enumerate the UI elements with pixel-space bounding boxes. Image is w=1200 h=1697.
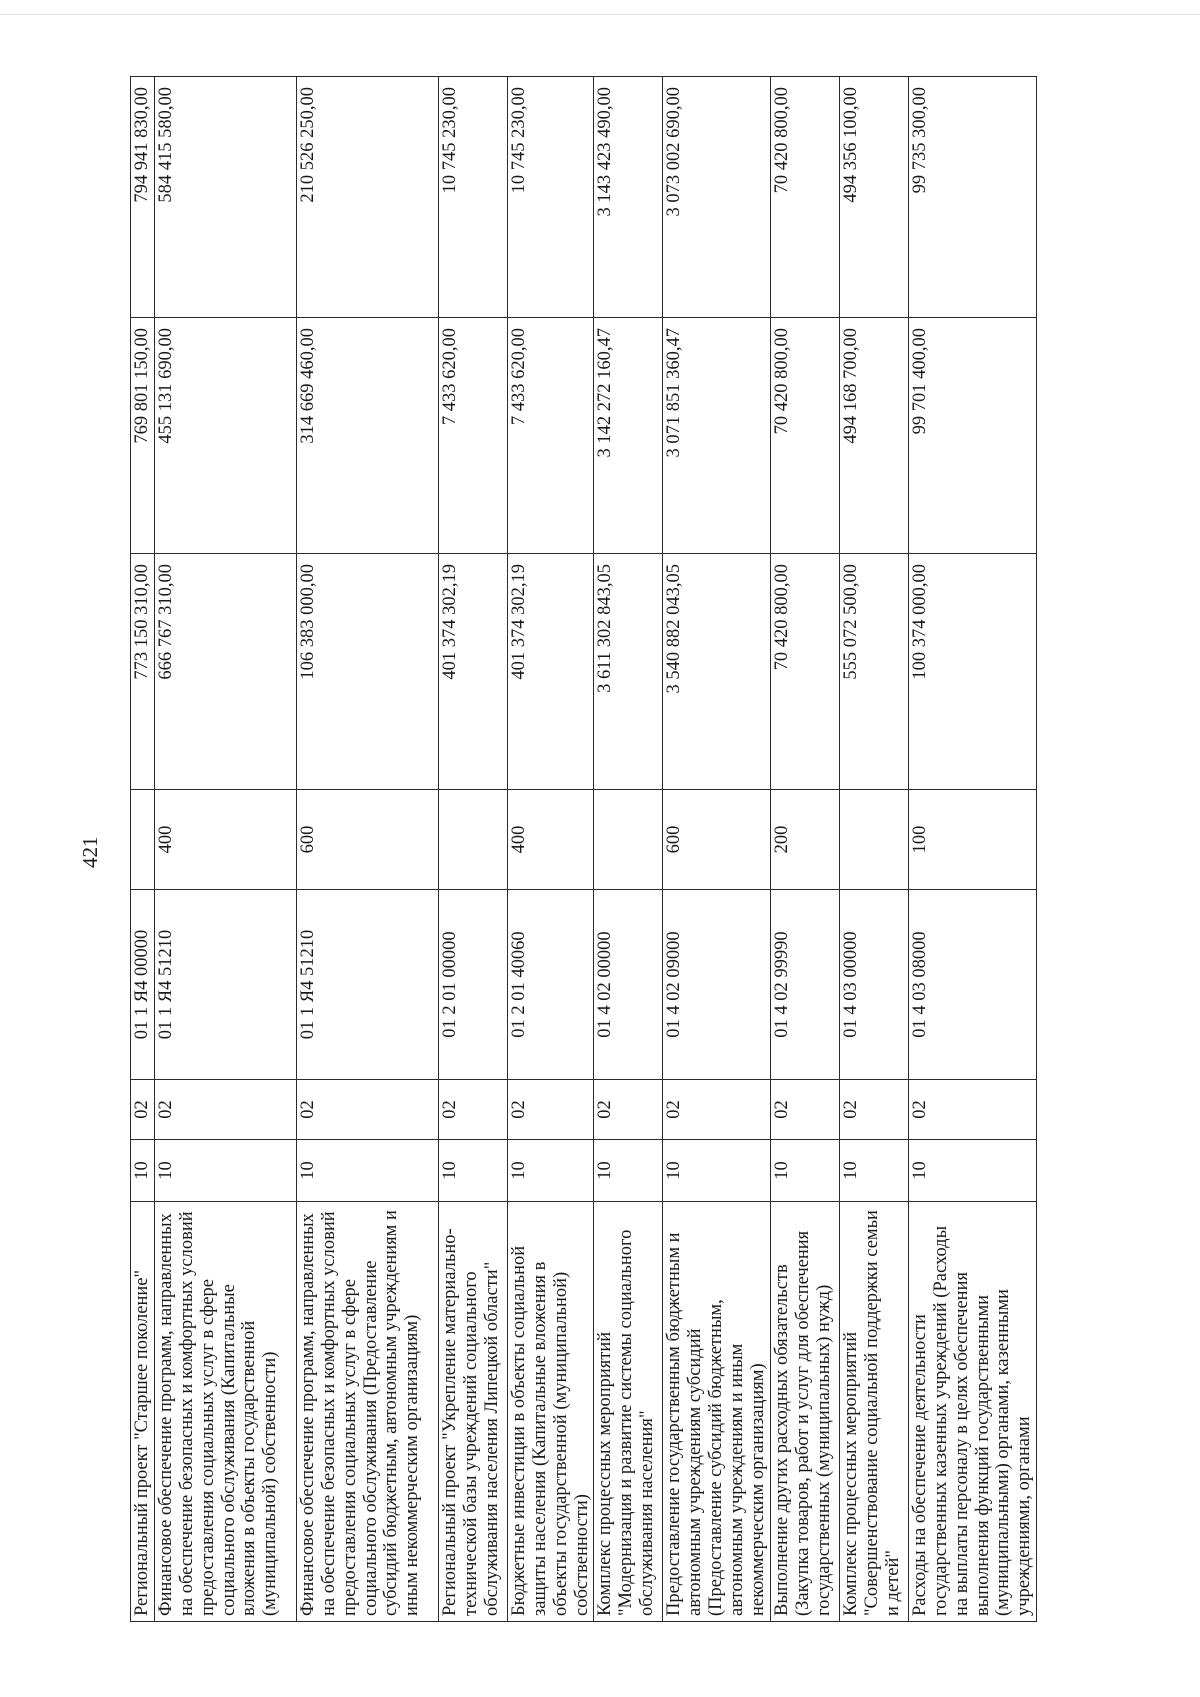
amount-year3-cell: 584 415 580,00 xyxy=(154,77,296,318)
expense-type-cell: 200 xyxy=(770,790,839,890)
amount-year3-cell: 99 735 300,00 xyxy=(908,77,1036,318)
amount-year3-cell: 10 745 230,00 xyxy=(438,77,507,318)
amount-year2-cell: 314 669 460,00 xyxy=(296,318,438,554)
amount-year3-cell: 10 745 230,00 xyxy=(507,77,594,318)
expense-type-cell xyxy=(131,790,155,890)
expense-type-cell: 600 xyxy=(663,790,770,890)
subsection-code-cell: 02 xyxy=(908,1080,1036,1140)
amount-year2-cell: 7 433 620,00 xyxy=(438,318,507,554)
amount-year3-cell: 210 526 250,00 xyxy=(296,77,438,318)
amount-year1-cell: 773 150 310,00 xyxy=(131,554,155,790)
amount-year1-cell: 555 072 500,00 xyxy=(839,554,908,790)
amount-year2-cell: 99 701 400,00 xyxy=(908,318,1036,554)
subsection-code-cell: 02 xyxy=(296,1080,438,1140)
amount-year2-cell: 494 168 700,00 xyxy=(839,318,908,554)
amount-year1-cell: 70 420 800,00 xyxy=(770,554,839,790)
target-article-cell: 01 4 02 09000 xyxy=(663,890,770,1080)
amount-year2-cell: 3 071 851 360,47 xyxy=(663,318,770,554)
subsection-code-cell: 02 xyxy=(154,1080,296,1140)
table-row xyxy=(131,77,155,1622)
amount-year1-cell: 3 540 882 043,05 xyxy=(663,554,770,790)
page-number: 421 xyxy=(78,836,102,868)
table-row xyxy=(839,77,908,1622)
table-row xyxy=(663,77,770,1622)
amount-year3-cell: 70 420 800,00 xyxy=(770,77,839,318)
section-code-cell: 10 xyxy=(908,1140,1036,1202)
expense-type-cell: 400 xyxy=(507,790,594,890)
amount-year1-cell: 3 611 302 843,05 xyxy=(594,554,663,790)
table-row xyxy=(296,77,438,1622)
amount-year1-cell: 100 374 000,00 xyxy=(908,554,1036,790)
section-code-cell: 10 xyxy=(507,1140,594,1202)
target-article-cell: 01 1 Я4 51210 xyxy=(296,890,438,1080)
target-article-cell: 01 2 01 00000 xyxy=(438,890,507,1080)
item-name-cell: Предоставление государственным бюджетным и автономным учреждениям субсидий (Предоставление субсидий бюджетным, автономным учреждениям и иным некоммерческим организациям) xyxy=(663,1202,770,1622)
table-row xyxy=(770,77,839,1622)
section-code-cell: 10 xyxy=(296,1140,438,1202)
table-row xyxy=(154,77,296,1622)
amount-year2-cell: 3 142 272 160,47 xyxy=(594,318,663,554)
target-article-cell: 01 4 03 08000 xyxy=(908,890,1036,1080)
scan-edge-line xyxy=(0,14,1200,15)
item-name-cell: Финансовое обеспечение программ, направленных на обеспечение безопасных и комфортных условий предоставления социальных услуг в сфере социального обслуживания (Предоставление субсидий бюджетным, автономным учреждениям и иным некоммерческим организациям) xyxy=(296,1202,438,1622)
amount-year1-cell: 401 374 302,19 xyxy=(438,554,507,790)
item-name-cell: Региональный проект "Старшее поколение" xyxy=(131,1202,155,1622)
section-code-cell: 10 xyxy=(839,1140,908,1202)
expense-type-cell xyxy=(438,790,507,890)
item-name-cell: Финансовое обеспечение программ, направленных на обеспечение безопасных и комфортных условий предоставления социальных услуг в сфере социального обслуживания (Капитальные вложения в объекты государственной (муниципальной) собственности) xyxy=(154,1202,296,1622)
section-code-cell: 10 xyxy=(131,1140,155,1202)
amount-year1-cell: 106 383 000,00 xyxy=(296,554,438,790)
amount-year2-cell: 455 131 690,00 xyxy=(154,318,296,554)
expense-type-cell xyxy=(839,790,908,890)
table-row xyxy=(908,77,1036,1622)
table-row xyxy=(438,77,507,1622)
target-article-cell: 01 4 02 99990 xyxy=(770,890,839,1080)
item-name-cell: Выполнение других расходных обязательств (Закупка товаров, работ и услуг для обеспечения государственных (муниципальных) нужд) xyxy=(770,1202,839,1622)
amount-year3-cell: 494 356 100,00 xyxy=(839,77,908,318)
section-code-cell: 10 xyxy=(594,1140,663,1202)
section-code-cell: 10 xyxy=(770,1140,839,1202)
table-row xyxy=(507,77,594,1622)
target-article-cell: 01 1 Я4 00000 xyxy=(131,890,155,1080)
table-row xyxy=(594,77,663,1622)
expense-type-cell: 100 xyxy=(908,790,1036,890)
subsection-code-cell: 02 xyxy=(507,1080,594,1140)
target-article-cell: 01 2 01 40060 xyxy=(507,890,594,1080)
section-code-cell: 10 xyxy=(154,1140,296,1202)
amount-year3-cell: 3 143 423 490,00 xyxy=(594,77,663,318)
expense-type-cell: 600 xyxy=(296,790,438,890)
expense-type-cell: 400 xyxy=(154,790,296,890)
subsection-code-cell: 02 xyxy=(131,1080,155,1140)
subsection-code-cell: 02 xyxy=(839,1080,908,1140)
target-article-cell: 01 4 02 00000 xyxy=(594,890,663,1080)
amount-year3-cell: 794 941 830,00 xyxy=(131,77,155,318)
rotated-table-wrapper xyxy=(130,77,1037,1622)
subsection-code-cell: 02 xyxy=(770,1080,839,1140)
amount-year2-cell: 769 801 150,00 xyxy=(131,318,155,554)
item-name-cell: Региональный проект "Укрепление материально-технической базы учреждений социального обслуживания населения Липецкой области" xyxy=(438,1202,507,1622)
item-name-cell: Расходы на обеспечение деятельности государственных казенных учреждений (Расходы на выплаты персоналу в целях обеспечения выполнения функций государственными (муниципальными) органами, казенными учреждениями, органами xyxy=(908,1202,1036,1622)
amount-year1-cell: 666 767 310,00 xyxy=(154,554,296,790)
section-code-cell: 10 xyxy=(438,1140,507,1202)
expense-type-cell xyxy=(594,790,663,890)
table-body xyxy=(131,77,1037,1622)
target-article-cell: 01 1 Я4 51210 xyxy=(154,890,296,1080)
item-name-cell: Бюджетные инвестиции в объекты социальной защиты населения (Капитальные вложения в объекты государственной (муниципальной) собственности) xyxy=(507,1202,594,1622)
subsection-code-cell: 02 xyxy=(594,1080,663,1140)
subsection-code-cell: 02 xyxy=(663,1080,770,1140)
item-name-cell: Комплекс процессных мероприятий "Совершенствование социальной поддержки семьи и детей" xyxy=(839,1202,908,1622)
amount-year2-cell: 70 420 800,00 xyxy=(770,318,839,554)
subsection-code-cell: 02 xyxy=(438,1080,507,1140)
amount-year3-cell: 3 073 002 690,00 xyxy=(663,77,770,318)
target-article-cell: 01 4 03 00000 xyxy=(839,890,908,1080)
amount-year2-cell: 7 433 620,00 xyxy=(507,318,594,554)
section-code-cell: 10 xyxy=(663,1140,770,1202)
amount-year1-cell: 401 374 302,19 xyxy=(507,554,594,790)
budget-table xyxy=(130,76,1037,1622)
item-name-cell: Комплекс процессных мероприятий "Модернизация и развитие системы социального обслуживания населения" xyxy=(594,1202,663,1622)
